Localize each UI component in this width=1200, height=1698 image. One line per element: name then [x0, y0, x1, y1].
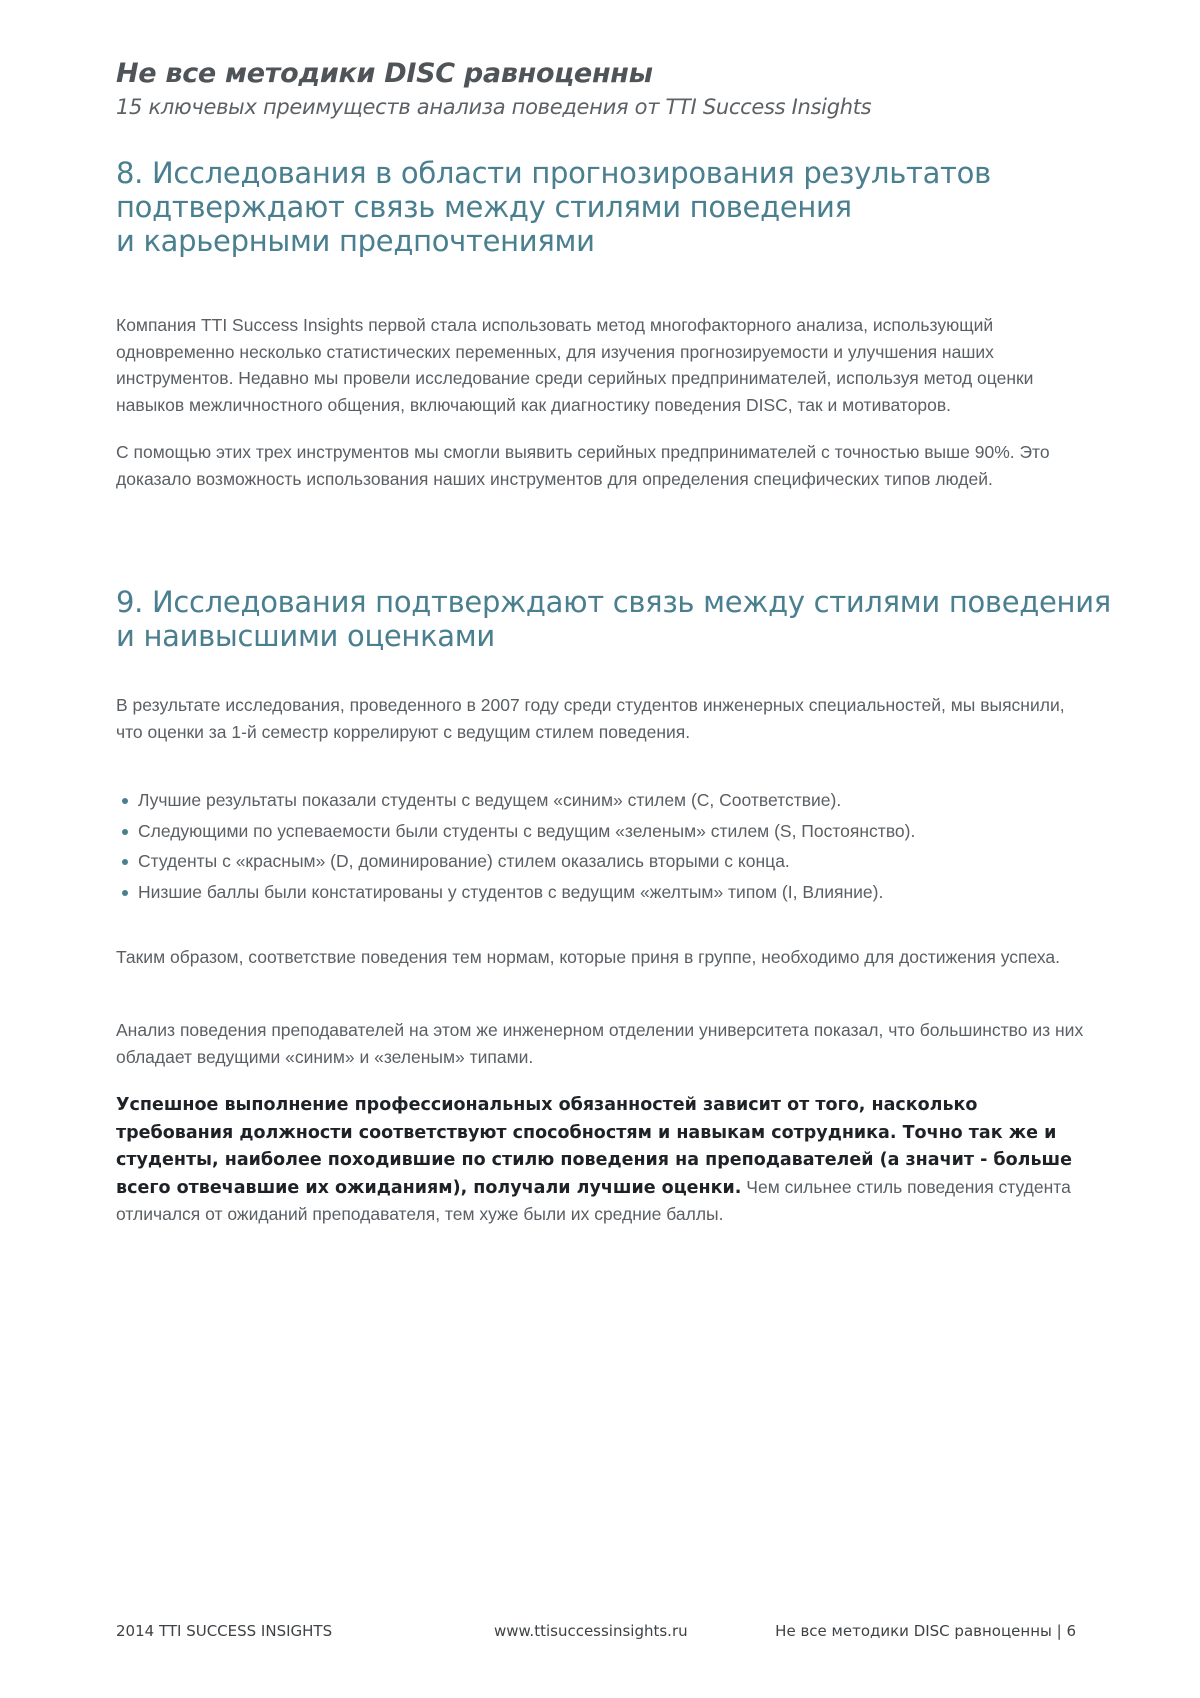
section-9-bullet-list — [116, 785, 1096, 907]
list-item-text: Низшие баллы были констатированы у студентов с ведущим «желтым» типом (I, Влияние). — [138, 881, 884, 902]
final-regular-text: Чем сильнее стиль поведения студента отличался от ожиданий преподавателя, тем хуже были их средние баллы. — [116, 1176, 1071, 1224]
footer-website-link[interactable]: www.ttisuccessinsights.ru — [494, 1622, 688, 1640]
page-footer — [116, 1622, 1076, 1646]
document-subtitle: 15 ключевых преимуществ анализа поведения от TTI Success Insights — [116, 95, 872, 119]
section-8-paragraph-1: Компания TTI Success Insights первой стала использовать метод многофакторного анализа, использующий одновременно несколько статистических переменных, для изучения прогнозируемости и улучшения наших инструментов. Недавно мы провели исследование среди серийных предпринимателей, используя метод оценки навыков межличностного общения, включающий как диагностику поведения DISC, так и мотиваторов. — [116, 315, 1034, 415]
list-item — [116, 816, 1096, 847]
section-9-intro: В результате исследования, проведенного в 2007 году среди студентов инженерных специальностей, мы выяснили, что оценки за 1-й семестр коррелируют с ведущим стилем поведения. — [116, 695, 1065, 742]
final-bold-text: Успешное выполнение профессиональных обязанностей зависит от того, насколько требования должности соответствуют способностям и навыкам сотрудника. Точно так же и студенты, наиболее походившие по стилю поведения на преподавателей (а значит - больше всего отвечавшие их ожиданиям), получали лучшие оценки. — [116, 1095, 1073, 1198]
section-8-heading-line: подтверждают связь между стилями поведения — [116, 190, 852, 224]
list-item-text: Студенты с «красным» (D, доминирование) стилем оказались вторыми с конца. — [138, 851, 790, 871]
section-8-heading — [116, 156, 1116, 258]
section-9-heading-line: и наивысшими оценками — [116, 619, 495, 653]
list-item-text: Следующими по успеваемости были студенты с ведущим «зеленым» стилем (S, Постоянство). — [138, 820, 916, 841]
footer-copyright: 2014 TTI SUCCESS INSIGHTS — [116, 1622, 333, 1640]
bullet-dot-icon — [122, 798, 128, 804]
bullet-dot-icon — [122, 890, 128, 896]
document-title: Не все методики DISC равноценны — [116, 58, 653, 89]
section-8-heading-line: и карьерными предпочтениями — [116, 224, 595, 258]
list-item-text: Лучшие результаты показали студенты с ведущем «синим» стилем (С, Соответствие). — [138, 790, 842, 810]
section-9-heading — [116, 585, 1116, 653]
section-9-heading-line: 9. Исследования подтверждают связь между стилями поведения — [116, 585, 1111, 619]
list-item — [116, 877, 1096, 908]
bullet-dot-icon — [122, 859, 128, 865]
section-9-final-paragraph — [116, 1091, 1096, 1228]
section-9-conclusion-2: Анализ поведения преподавателей на этом же инженерном отделении университета показал, что большинство из них обладает ведущими «синим» и «зеленым» типами. — [116, 1020, 1084, 1067]
footer-page-label: Не все методики DISC равноценны | 6 — [775, 1622, 1076, 1640]
document-header — [116, 56, 1116, 122]
list-item — [116, 846, 1096, 877]
section-8-paragraph-2: С помощью этих трех инструментов мы смогли выявить серийных предпринимателей с точностью выше 90%. Это доказало возможность использования наших инструментов для определения специфических типов людей. — [116, 442, 1050, 489]
section-8-heading-line: 8. Исследования в области прогнозирования результатов — [116, 156, 991, 190]
list-item — [116, 785, 1096, 816]
bullet-dot-icon — [122, 829, 128, 835]
section-9-conclusion-1: Таким образом, соответствие поведения тем нормам, которые приня в группе, необходимо для достижения успеха. — [116, 947, 1061, 967]
